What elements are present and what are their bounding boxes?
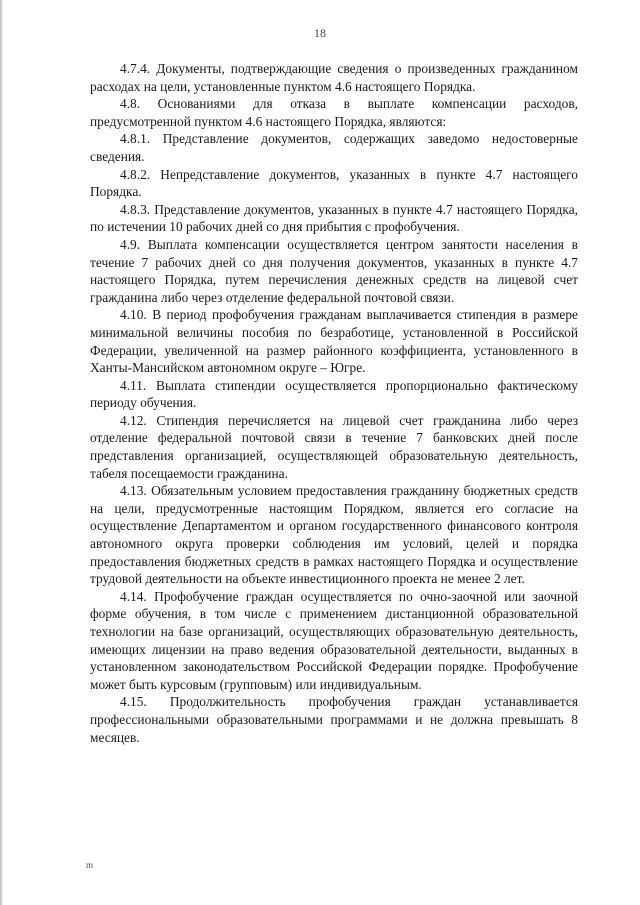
paragraph-4-9: 4.9. Выплата компенсации осуществляется центром занятости населения в течение 7 рабочих дней со дня получения документов, указанных в пункте 4.7 настоящего Порядка, путем перечисления денежных средств на лицевой счет гражданина либо через отделение федеральной почтовой связи. (90, 236, 578, 305)
paragraph-4-10: 4.10. В период профобучения гражданам выплачивается стипендия в размере минимальной величины пособия по безработице, установленной в Российской Федерации, увеличенной на размер районного коэффициента, установленного в Ханты-Мансийском автономном округе – Югре. (90, 307, 578, 376)
paragraph-4-8: 4.8. Основаниями для отказа в выплате компенсации расходов, предусмотренной пунктом 4.6 настоящего Порядка, являются: (90, 96, 578, 129)
paragraph-4-11: 4.11. Выплата стипендии осуществляется пропорционально фактическому периоду обучения. (90, 377, 578, 411)
paragraph-4-13: 4.13. Обязательным условием предоставления гражданину бюджетных средств на цели, предусмотренные настоящим Порядком, является его согласие на осуществление Департаментом и органом государственного финансового контроля автономного округа проверки соблюдения им условий, целей и порядка предоставления бюджетных средств в рамках настоящего Порядка и осуществление трудовой деятельности на объекте инвестиционного проекта не менее 2 лет. (90, 483, 578, 587)
paragraph-4-8-2: 4.8.2. Непредставление документов, указанных в пункте 4.7 настоящего Порядка. (90, 166, 578, 200)
paragraph-4-14: 4.14. Профобучение граждан осуществляется по очно-заочной или заочной форме обучения, в том числе с применением дистанционной образовательной технологии на базе организаций, осуществляющих образовательную деятельность, имеющих лицензии на право ведения образовательной деятельности, выданных в установленном законодательством Российской Федерации порядке. Профобучение может быть курсовым (групповым) или индивидуальным. (90, 588, 578, 692)
document-body (90, 60, 578, 746)
footer-mark: m (86, 860, 94, 870)
scan-edge (0, 0, 3, 905)
paragraph-4-7-4: 4.7.4. Документы, подтверждающие сведения о произведенных гражданином расходах на цели, установленные пунктом 4.6 настоящего Порядка. (90, 61, 578, 94)
paragraph-4-12: 4.12. Стипендия перечисляется на лицевой счет гражданина либо через отделение федеральной почтовой связи в течение 7 банковских дней после представления организацией, осуществляющей образовательную деятельность, табеля посещаемости гражданина. (90, 412, 578, 481)
paragraph-4-15: 4.15. Продолжительность профобучения граждан устанавливается профессиональными образовательными программами и не должна превышать 8 месяцев. (90, 694, 578, 745)
page-number: 18 (314, 26, 326, 40)
paragraph-4-8-3: 4.8.3. Представление документов, указанных в пункте 4.7 настоящего Порядка, по истечении 10 рабочих дней со дня прибытия с профобучения. (90, 201, 578, 235)
paragraph-4-8-1: 4.8.1. Представление документов, содержащих заведомо недостоверные сведения. (90, 131, 578, 164)
